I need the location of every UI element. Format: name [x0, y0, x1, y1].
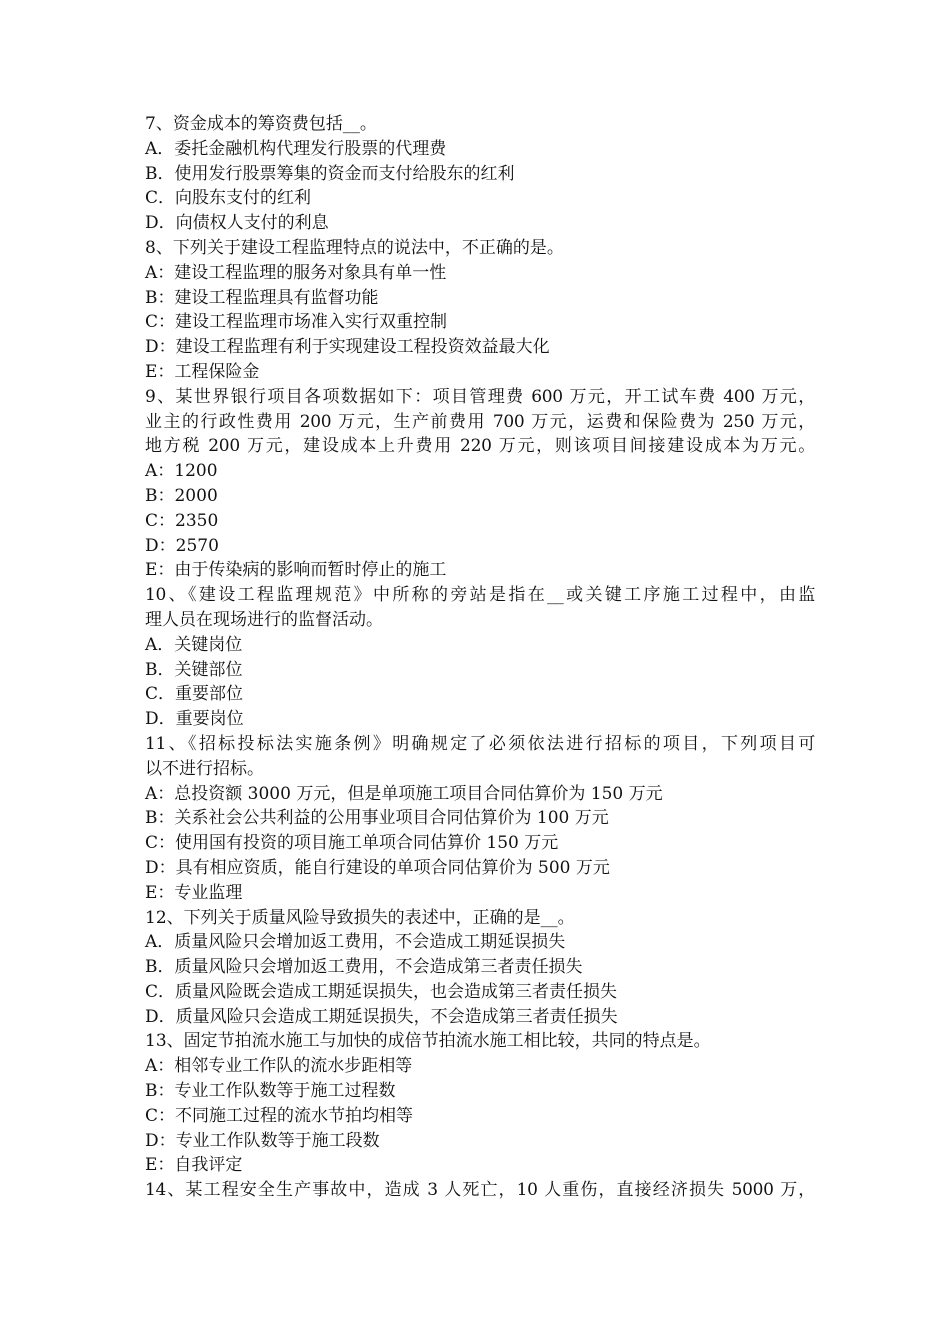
- q9-option-b: B：2000: [145, 485, 218, 506]
- q10-option-b: B．关键部位: [145, 659, 243, 680]
- q13-option-e: E：自我评定: [145, 1155, 243, 1176]
- q11-option-a: A：总投资额 3000 万元，但是单项施工项目合同估算价为 150 万元: [145, 783, 663, 804]
- q8-option-d: D：建设工程监理有利于实现建设工程投资效益最大化: [145, 337, 550, 358]
- q9-option-a: A：1200: [145, 461, 218, 482]
- q9-option-e: E：由于传染病的影响而暂时停止的施工: [145, 560, 447, 581]
- q12-option-a: A．质量风险只会增加返工费用，不会造成工期延误损失: [145, 932, 566, 953]
- q7-option-a: A．委托金融机构代理发行股票的代理费: [145, 138, 447, 159]
- q7-option-d: D．向债权人支付的利息: [145, 213, 329, 234]
- q10-option-a: A．关键岗位: [145, 634, 243, 655]
- q13-option-c: C：不同施工过程的流水节拍均相等: [145, 1105, 414, 1126]
- q9-stem-line-3: 地方税 200 万元，建设成本上升费用 220 万元，则该项目间接建设成本为万元。: [145, 436, 815, 457]
- q10-stem-line-2: 理人员在现场进行的监督活动。: [145, 609, 383, 630]
- q11-stem-line-2: 以不进行招标。: [145, 758, 264, 779]
- q12-option-b: B．质量风险只会增加返工费用，不会造成第三者责任损失: [145, 957, 583, 978]
- q11-option-d: D：具有相应资质，能自行建设的单项合同估算价为 500 万元: [145, 857, 610, 878]
- q11-option-e: E：专业监理: [145, 882, 243, 903]
- q11-option-b: B：关系社会公共利益的公用事业项目合同估算价为 100 万元: [145, 808, 609, 829]
- q13-option-a: A：相邻专业工作队的流水步距相等: [145, 1056, 413, 1077]
- q8-option-e: E：工程保险金: [145, 361, 260, 382]
- q11-stem-line-1: 11、《招标投标法实施条例》明确规定了必须依法进行招标的项目，下列项目可: [145, 733, 815, 754]
- q12-option-c: C．质量风险既会造成工期延误损失，也会造成第三者责任损失: [145, 981, 618, 1002]
- q10-option-d: D．重要岗位: [145, 709, 244, 730]
- q7-option-c: C．向股东支付的红利: [145, 188, 312, 209]
- q8-option-c: C：建设工程监理市场准入实行双重控制: [145, 312, 448, 333]
- q7-stem: 7、资金成本的筹资费包括__。: [145, 114, 377, 134]
- q10-option-c: C．重要部位: [145, 684, 244, 705]
- q12-stem: 12、下列关于质量风险导致损失的表述中，正确的是__。: [145, 907, 575, 928]
- q7-option-b: B．使用发行股票筹集的资金而支付给股东的红利: [145, 163, 515, 184]
- q11-option-c: C：使用国有投资的项目施工单项合同估算价 150 万元: [145, 833, 559, 854]
- q9-option-d: D：2570: [145, 535, 219, 556]
- q13-stem: 13、固定节拍流水施工与加快的成倍节拍流水施工相比较，共同的特点是。: [145, 1031, 711, 1052]
- q8-option-b: B：建设工程监理具有监督功能: [145, 287, 379, 308]
- q9-stem-line-2: 业主的行政性费用 200 万元，生产前费用 700 万元，运费和保险费为 250 万元，: [145, 411, 815, 432]
- q13-option-d: D：专业工作队数等于施工段数: [145, 1130, 380, 1151]
- q9-stem-line-1: 9、某世界银行项目各项数据如下：项目管理费 600 万元，开工试车费 400 万元，: [145, 386, 815, 407]
- q8-option-a: A：建设工程监理的服务对象具有单一性: [145, 262, 447, 283]
- exam-text: [145, 112, 815, 1203]
- q14-stem-line-1: 14、某工程安全生产事故中，造成 3 人死亡，10 人重伤，直接经济损失 5000 万，: [145, 1180, 815, 1201]
- q10-stem-line-1: 10、《建设工程监理规范》中所称的旁站是指在__或关键工序施工过程中，由监: [145, 585, 815, 606]
- q9-option-c: C：2350: [145, 510, 219, 531]
- q12-option-d: D．质量风险只会造成工期延误损失，不会造成第三者责任损失: [145, 1006, 618, 1027]
- q8-stem: 8、下列关于建设工程监理特点的说法中，不正确的是。: [145, 237, 564, 258]
- q13-option-b: B：专业工作队数等于施工过程数: [145, 1081, 396, 1102]
